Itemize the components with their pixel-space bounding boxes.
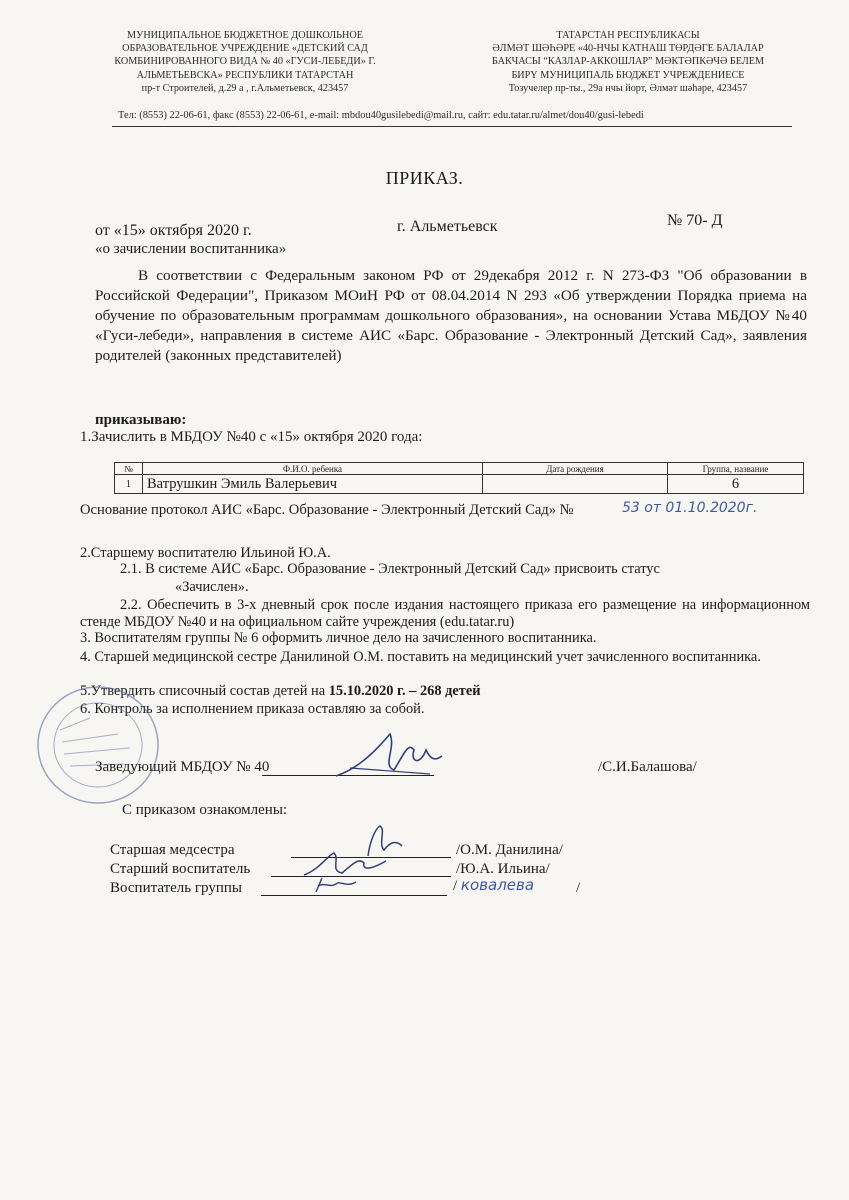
teacher-signature-name xyxy=(453,876,534,895)
acquainted-heading: С приказом ознакомлены: xyxy=(122,802,288,818)
letterhead-left-line: МУНИЦИПАЛЬНОЕ БЮДЖЕТНОЕ ДОШКОЛЬНОЕ xyxy=(127,30,363,41)
order-item-3: 3. Воспитателям группы № 6 оформить личное дело на зачисленного воспитанника. xyxy=(80,630,597,646)
head-signature-name: /С.И.Балашова/ xyxy=(598,759,697,775)
table-cell-group: 6 xyxy=(668,475,804,494)
teacher-name-slash-right: / xyxy=(576,880,581,896)
children-table xyxy=(114,462,804,494)
senior-teacher-signature-role: Старший воспитатель xyxy=(110,861,251,877)
table-cell-birthdate xyxy=(483,475,668,494)
order-verb: приказываю: xyxy=(95,412,187,428)
letterhead-divider xyxy=(112,126,792,127)
letterhead-left-line: ОБРАЗОВАТЕЛЬНОЕ УЧРЕЖДЕНИЕ «ДЕТСКИЙ САД xyxy=(122,43,368,55)
order-number: № 70- Д xyxy=(667,212,723,229)
table-header-birthdate: Дата рождения xyxy=(483,463,668,475)
letterhead-left-address: пр-т Строителей, д.29 а , г.Альметьевск, 423457 xyxy=(141,82,349,94)
order-item-4: 4. Старшей медицинской сестре Данилиной О.М. поставить на медицинский учет зачисленного воспитанника. xyxy=(80,649,761,665)
table-row xyxy=(115,475,804,494)
table-header-number: № xyxy=(115,463,143,475)
senior-teacher-signature-name: /Ю.А. Ильина/ xyxy=(456,861,550,877)
teacher-signature-role: Воспитатель группы xyxy=(110,880,242,896)
teacher-signature-icon xyxy=(312,872,362,898)
letterhead-right-line: БАКЧАСЫ “КАЗЛАР-АККОШЛАР” МӘКТӘПКӘЧӘ БЕЛЕМ xyxy=(491,56,765,68)
letterhead-right-line: БИРҮ МУНИЦИПАЛЬ БЮДЖЕТ УЧРЕЖДЕНИЕСЕ xyxy=(511,69,745,81)
order-item-6: 6. Контроль за исполнением приказа оставляю за собой. xyxy=(80,701,425,717)
teacher-name-handwritten: ковалева xyxy=(460,876,535,894)
order-item-5-count: 15.10.2020 г. – 268 детей xyxy=(328,683,481,699)
stamp-icon xyxy=(20,690,150,800)
basis-text: Основание протокол АИС «Барс. Образование - Электронный Детский Сад» № xyxy=(80,502,574,518)
letterhead-left-line: КОМБИНИРОВАННОГО ВИДА № 40 «ГУСИ-ЛЕБЕДИ» Г. xyxy=(114,56,376,68)
basis-handwritten-number: 53 от 01.10.2020г. xyxy=(622,500,758,516)
preamble-paragraph: В соответствии с Федеральным законом РФ от 29декабря 2012 г. N 273-ФЗ "Об образовании в Российской Федерации", Приказом МОиН РФ от 08.04.2014 N 293 «Об утверждении Порядка приема на обучение по образовательным программам дошкольного образования», на основании Устава МБДОУ №40 «Гуси-лебеди», направления в системе АИС «Барс. Образование - Электронный Детский Сад», заявления родителей (законных представителей) xyxy=(95,267,807,364)
order-item-1: 1.Зачислить в МБДОУ №40 с «15» октября 2020 года: xyxy=(80,429,423,445)
nurse-signature-name: /О.М. Данилина/ xyxy=(456,842,563,858)
table-header-name: Ф.И.О. ребенка xyxy=(143,463,483,475)
order-date: от «15» октября 2020 г. xyxy=(95,222,252,239)
order-subject: «о зачислении воспитанника» xyxy=(95,241,287,257)
teacher-name-slash-left: / xyxy=(453,878,458,894)
letterhead-left xyxy=(90,29,400,95)
table-header-group: Группа, название xyxy=(668,463,804,475)
order-city: г. Альметьевск xyxy=(397,218,498,235)
table-cell-name: Ватрушкин Эмиль Валерьевич xyxy=(143,475,483,494)
table-header-row xyxy=(115,463,804,475)
letterhead-right-line: ТАТАРСТАН РЕСПУБЛИКАСЫ xyxy=(556,30,700,41)
head-signature-role: Заведующий МБДОУ № 40 xyxy=(95,759,270,775)
order-item-5-text: 5.Утвердить списочный состав детей на xyxy=(80,683,329,699)
nurse-signature-role: Старшая медсестра xyxy=(110,842,235,858)
head-signature-icon xyxy=(330,728,460,783)
table-cell-number: 1 xyxy=(115,475,143,494)
order-item-2-2: 2.2. Обеспечить в 3-х дневный срок после издания настоящего приказа его размещение на информационном стенде МБДОУ №40 и на официальном сайте учреждения (edu.tatar.ru) xyxy=(80,597,810,630)
letterhead-right xyxy=(468,29,788,95)
letterhead-right-address: Тозучелер пр-ты., 29а нчы йорт, Әлмәт шәһәре, 423457 xyxy=(508,82,748,94)
order-item-2-1: 2.1. В системе АИС «Барс. Образование - Электронный Детский Сад» присвоить статус xyxy=(120,561,660,577)
order-item-2: 2.Старшему воспитателю Ильиной Ю.А. xyxy=(80,545,331,561)
order-item-2-1-status: «Зачислен». xyxy=(175,579,249,595)
letterhead-contacts: Тел: (8553) 22-06-61, факс (8553) 22-06-61, e-mail: mbdou40gusilebedi@mail.ru, сайт: edu.tatar.ru/almet/dou40/gusi-lebedi xyxy=(118,110,644,121)
letterhead-right-line: ӘЛМӘТ ШӘҺӘРЕ «40-НЧЫ КАТНАШ ТӨРДӘГЕ БАЛАЛАР xyxy=(492,43,764,55)
letterhead-left-line: АЛЬМЕТЬЕВСКА» РЕСПУБЛИКИ ТАТАРСТАН xyxy=(136,69,354,81)
document-title: ПРИКАЗ. xyxy=(385,168,464,188)
